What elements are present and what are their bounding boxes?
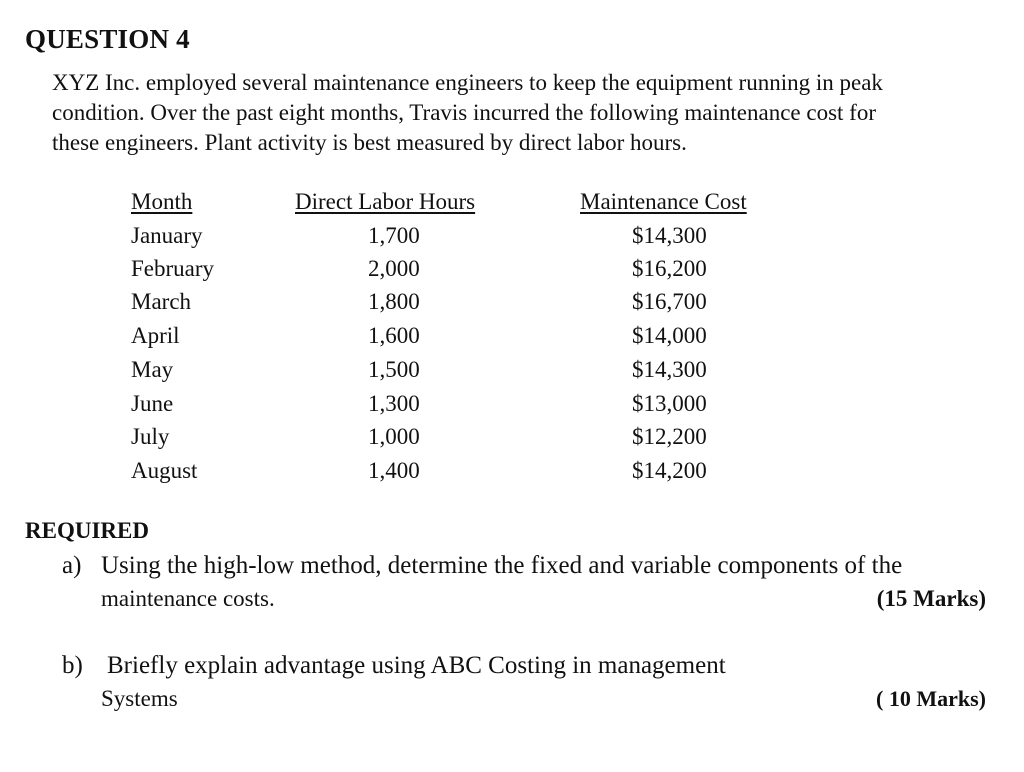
header-month: Month bbox=[131, 189, 193, 214]
question-title: QUESTION 4 bbox=[25, 24, 190, 54]
question-a-marks: (15 Marks) bbox=[876, 586, 986, 611]
intro-line: XYZ Inc. employed several maintenance engineers to keep the equipment running in peak bbox=[52, 70, 883, 95]
cell-hours: 1,600 bbox=[368, 323, 420, 348]
cell-month: January bbox=[131, 223, 203, 248]
cell-hours: 1,700 bbox=[368, 223, 420, 248]
cell-cost: $16,200 bbox=[632, 256, 707, 281]
header-direct-labor-hours: Direct Labor Hours bbox=[295, 189, 476, 214]
cell-cost: $13,000 bbox=[632, 391, 707, 416]
cell-month: June bbox=[131, 391, 174, 416]
cell-cost: $14,200 bbox=[632, 458, 707, 483]
question-a-letter: a) bbox=[62, 552, 82, 579]
cell-hours: 1,400 bbox=[368, 458, 420, 483]
cell-cost: $16,700 bbox=[632, 289, 707, 314]
intro-line: condition. Over the past eight months, Travis incurred the following maintenance cost for bbox=[52, 100, 877, 125]
cell-month: April bbox=[131, 323, 180, 348]
cell-month: March bbox=[131, 289, 192, 314]
cell-cost: $12,200 bbox=[632, 424, 707, 449]
question-a-text: Using the high-low method, determine the fixed and variable components of the bbox=[101, 552, 903, 579]
question-a-text-continued: maintenance costs. bbox=[101, 586, 275, 611]
intro-paragraph bbox=[52, 68, 1002, 158]
question-b-marks: ( 10 Marks) bbox=[876, 686, 986, 711]
cell-hours: 1,500 bbox=[368, 357, 420, 382]
question-b-letter: b) bbox=[62, 652, 83, 679]
cell-month: February bbox=[131, 256, 215, 281]
cell-month: July bbox=[131, 424, 170, 449]
cell-cost: $14,300 bbox=[632, 357, 707, 382]
cell-cost: $14,000 bbox=[632, 323, 707, 348]
cell-hours: 1,800 bbox=[368, 289, 420, 314]
cell-cost: $14,300 bbox=[632, 223, 707, 248]
required-heading: REQUIRED bbox=[25, 518, 149, 543]
question-b-text: Briefly explain advantage using ABC Costing in management bbox=[107, 652, 726, 679]
cell-month: August bbox=[131, 458, 198, 483]
cell-hours: 2,000 bbox=[368, 256, 420, 281]
cell-hours: 1,300 bbox=[368, 391, 420, 416]
cell-hours: 1,000 bbox=[368, 424, 420, 449]
intro-line: these engineers. Plant activity is best measured by direct labor hours. bbox=[52, 130, 687, 155]
cell-month: May bbox=[131, 357, 174, 382]
header-maintenance-cost: Maintenance Cost bbox=[580, 189, 747, 214]
question-b-text-continued: Systems bbox=[101, 686, 178, 711]
